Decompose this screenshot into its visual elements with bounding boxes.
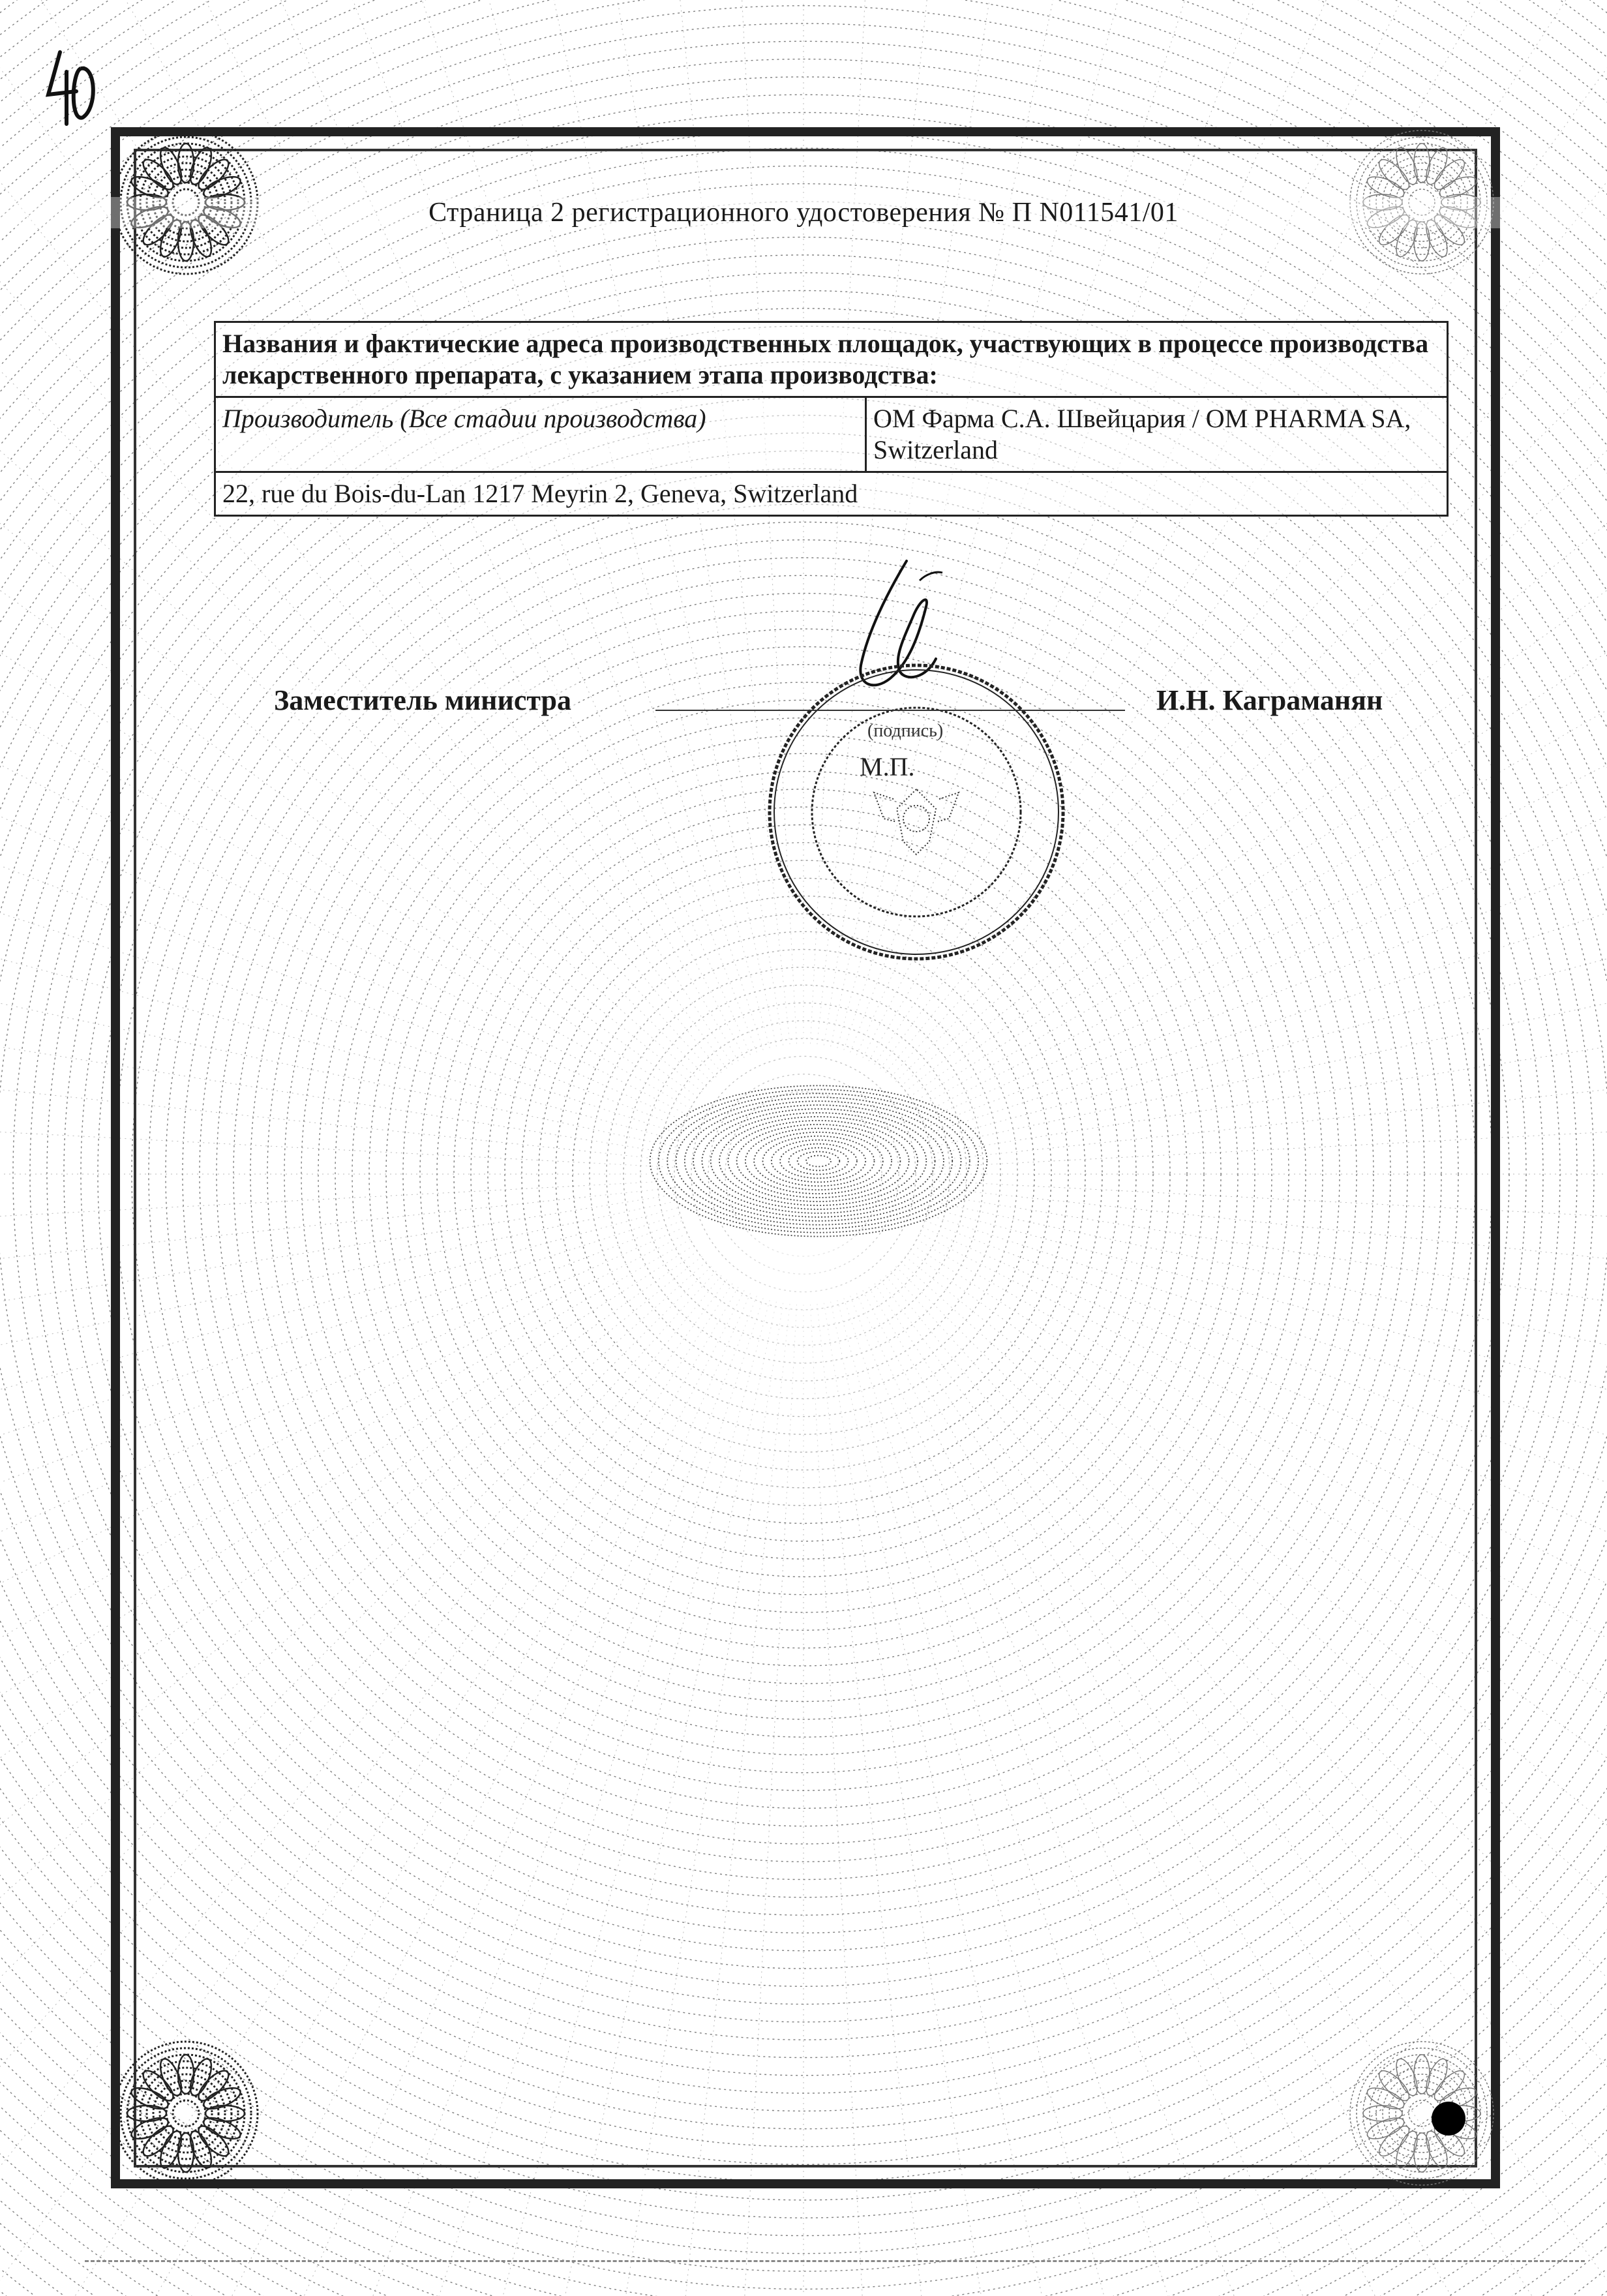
seal-label: М.П. (860, 752, 915, 781)
punch-dot (1432, 2102, 1465, 2136)
table-row (215, 472, 1448, 516)
production-sites-table (214, 321, 1449, 517)
table-row (215, 397, 1448, 472)
site-address-cell: 22, rue du Bois-du-Lan 1217 Meyrin 2, Geneva, Switzerland (215, 472, 1448, 516)
table-heading: Названия и фактические адреса производственных площадок, участвующих в процессе производства лекарственного препарата, с указанием этапа производства: (215, 322, 1448, 397)
handwritten-page-number (40, 46, 99, 137)
table-row (215, 322, 1448, 397)
signatory-title: Заместитель министра (269, 684, 577, 717)
scan-edge-dashes (85, 2260, 1585, 2262)
page-header (0, 197, 1607, 228)
signature-caption: (подпись) (867, 721, 944, 741)
signatory-name: И.Н. Каграманян (1151, 684, 1388, 717)
signature-block (0, 684, 1607, 736)
signature-line (655, 710, 1125, 711)
corner-rosette-icon (108, 2035, 264, 2192)
corner-rosette-icon (1344, 2035, 1500, 2192)
manufacturer-company-cell: ОМ Фарма С.А. Швейцария / OM PHARMA SA, Switzerland (866, 397, 1448, 472)
manufacturer-role-cell: Производитель (Все стадии производства) (215, 397, 866, 472)
page-header-text: Страница 2 регистрационного удостоверения № П N011541/01 (419, 198, 1188, 228)
